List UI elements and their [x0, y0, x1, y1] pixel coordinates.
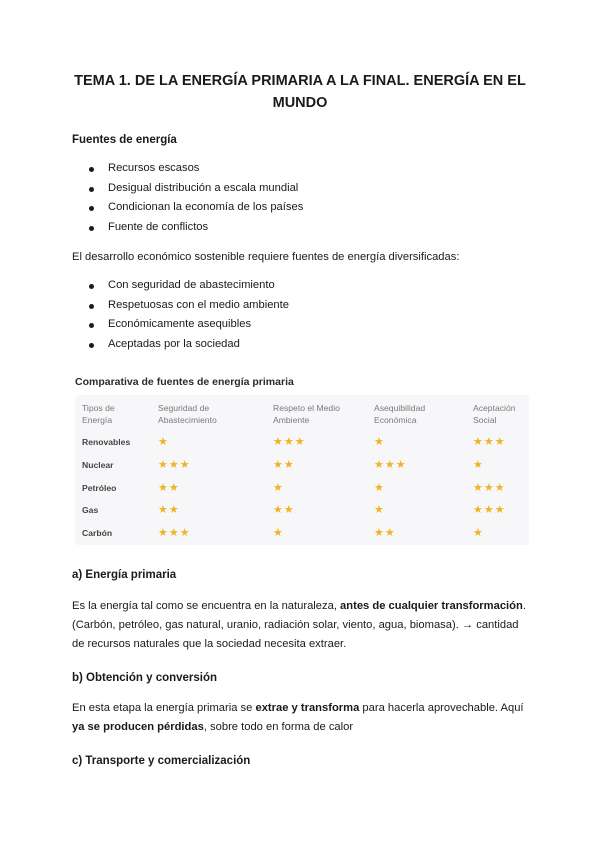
header-line: Asequibilidad [374, 403, 426, 413]
column-header-seguridad [158, 402, 217, 426]
list-item-text: Económicamente asequibles [108, 318, 252, 330]
bold-run: ya se producen pérdidas [72, 721, 204, 733]
bullet-icon [89, 323, 94, 328]
table-row-label: Renovables [82, 437, 131, 447]
desarrollo-list [72, 276, 289, 354]
sec-b-line-2 [72, 718, 532, 737]
text-run: , sobre todo en forma de calor [203, 721, 354, 733]
table-row-label: Carbón [82, 528, 113, 538]
section-heading-a: a) Energía primaria [72, 569, 177, 581]
list-item [72, 218, 303, 238]
star-rating-icon: ★★★ [273, 436, 306, 448]
header-line: Social [473, 415, 497, 425]
header-line: Respeto el Medio [273, 403, 340, 413]
star-rating-icon: ★★★ [473, 504, 506, 516]
list-item-text: Recursos escasos [108, 162, 200, 174]
title-line-1: TEMA 1. DE LA ENERGÍA PRIMARIA A LA FINAL. ENERGÍA EN EL [74, 73, 526, 89]
star-rating-icon: ★ [374, 482, 385, 494]
star-rating-icon: ★ [273, 482, 284, 494]
column-header-asequibilidad [374, 402, 425, 426]
list-item-text: Fuente de conflictos [108, 220, 209, 233]
star-rating-icon: ★★★ [158, 459, 191, 471]
header-line: Seguridad de [158, 403, 210, 413]
star-rating-icon: ★ [473, 527, 484, 539]
bullet-icon [89, 304, 94, 309]
star-rating-icon: ★ [273, 527, 284, 539]
star-rating-icon: ★★ [374, 527, 396, 539]
column-header-tipos [82, 402, 115, 426]
sec-b-paragraph [72, 699, 532, 737]
table-row-label: Petróleo [82, 483, 117, 493]
column-header-aceptacion [473, 402, 516, 426]
list-item [72, 296, 289, 316]
text-run: Es la energía tal como se encuentra en la naturaleza, [72, 600, 341, 612]
bullet-icon [89, 187, 94, 192]
column-header-respeto [273, 402, 340, 426]
bullet-icon [89, 226, 94, 231]
text-run: para hacerla aprovechable. Aquí [359, 702, 524, 714]
list-item [72, 315, 289, 335]
star-rating-icon: ★★ [273, 459, 295, 471]
star-rating-icon: ★★★ [374, 459, 407, 471]
table-row-label: Gas [82, 505, 99, 515]
document-title [60, 70, 540, 114]
bullet-icon [89, 284, 94, 289]
text-run: . [522, 600, 526, 612]
section-heading-c: c) Transporte y comercialización [72, 755, 251, 767]
table-row-label: Nuclear [82, 460, 114, 470]
fuentes-list [72, 159, 303, 237]
star-rating-icon: ★★★ [158, 527, 191, 539]
list-item [72, 335, 289, 355]
star-rating-icon: ★★★ [473, 436, 506, 448]
sec-a-line-1 [72, 597, 532, 616]
list-item-text: Aceptadas por la sociedad [108, 337, 240, 350]
list-item [72, 198, 303, 218]
list-item-text: Con seguridad de abastecimiento [108, 279, 275, 291]
star-rating-icon: ★★ [158, 504, 180, 516]
list-item-text: Respetuosas con el medio ambiente [108, 298, 289, 311]
sec-b-line-1 [72, 699, 532, 718]
list-item [72, 179, 303, 199]
list-item [72, 276, 289, 296]
star-rating-icon: ★★★ [473, 482, 506, 494]
bullet-icon [89, 167, 94, 172]
bullet-icon [89, 343, 94, 348]
title-line-2: MUNDO [272, 95, 328, 111]
header-line: Tipos de [82, 403, 115, 413]
header-line: Energía [82, 415, 113, 425]
list-item [72, 159, 303, 179]
header-line: Aceptación [473, 403, 516, 413]
bullet-icon [89, 206, 94, 211]
star-rating-icon: ★★ [273, 504, 295, 516]
header-line: Ambiente [273, 415, 310, 425]
header-line: Abastecimiento [158, 415, 217, 425]
sec-a-line-2: (Carbón, petróleo, gas natural, uranio, radiación solar, viento, agua, biomasa). → cantidad [72, 619, 519, 631]
text-run: En esta etapa la energía primaria se [72, 702, 256, 714]
bold-run: extrae y transforma [255, 702, 360, 714]
list-item-text: Desigual distribución a escala mundial [108, 181, 299, 194]
section-heading-b: b) Obtención y conversión [72, 672, 218, 684]
star-rating-icon: ★ [374, 436, 385, 448]
comparison-table [75, 395, 529, 545]
sec-a-paragraph [72, 597, 532, 654]
desarrollo-paragraph: El desarrollo económico sostenible requiere fuentes de energía diversificadas: [72, 251, 460, 263]
list-item-text: Condicionan la economía de los países [108, 201, 304, 213]
section-heading-fuentes: Fuentes de energía [72, 134, 177, 146]
table-title: Comparativa de fuentes de energía primaria [75, 376, 294, 388]
sec-a-line-3: de recursos naturales que la sociedad necesita extraer. [72, 638, 347, 650]
star-rating-icon: ★ [473, 459, 484, 471]
star-rating-icon: ★ [374, 504, 385, 516]
bold-run: antes de cualquier transformación [340, 600, 523, 612]
star-rating-icon: ★★ [158, 482, 180, 494]
star-rating-icon: ★ [158, 436, 169, 448]
header-line: Económica [374, 415, 417, 425]
